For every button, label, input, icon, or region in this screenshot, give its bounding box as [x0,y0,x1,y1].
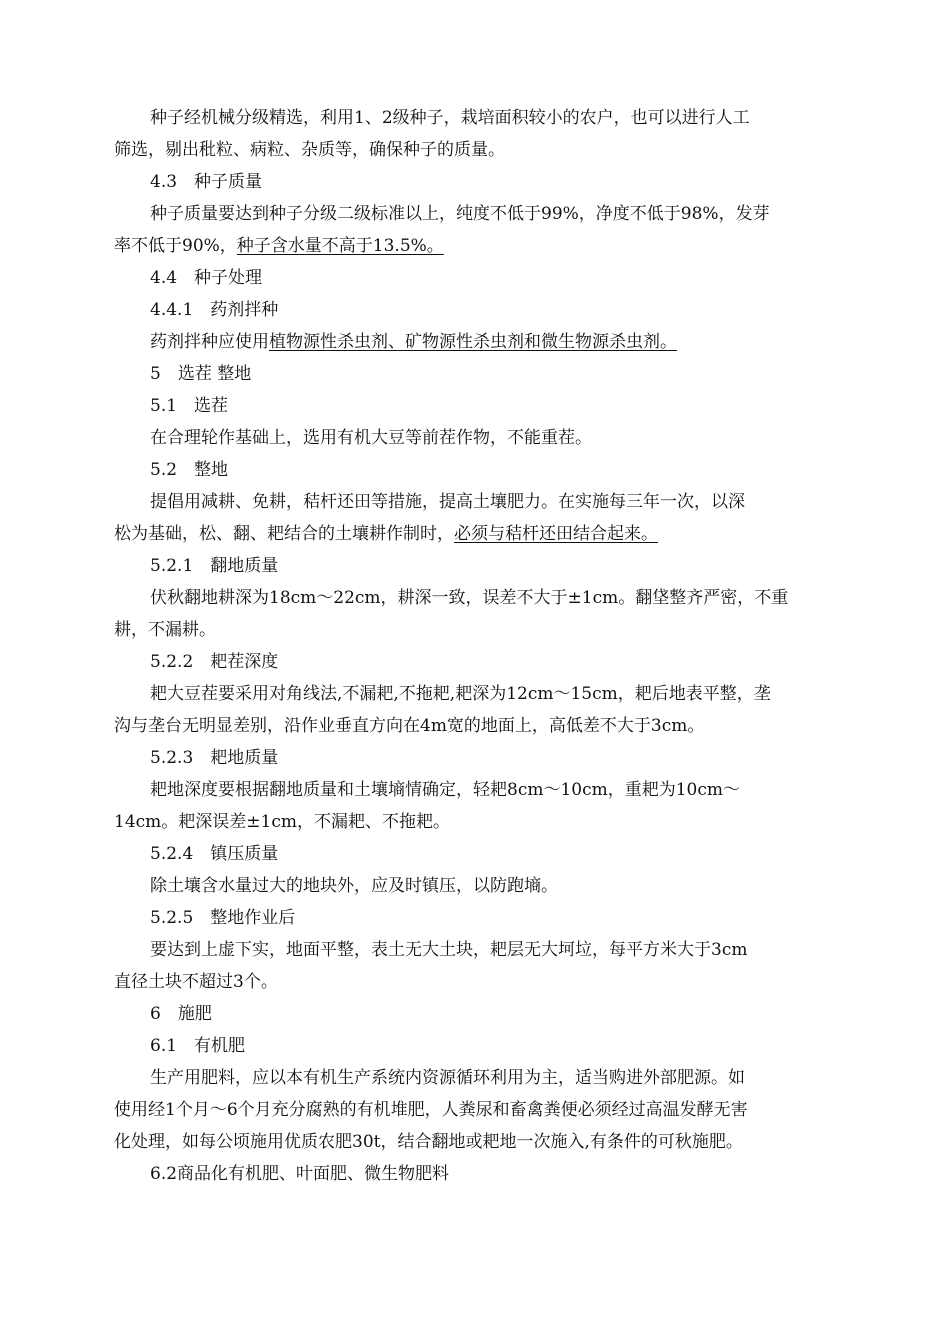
section-heading-5-2-2: 5.2.2 耙茬深度 [150,652,279,672]
document-body [114,102,839,1190]
paragraph-line: 除土壤含水量过大的地块外，应及时镇压，以防跑墒。 [150,876,558,896]
paragraph-line: 提倡用减耕、免耕，秸杆还田等措施，提高土壤肥力。在实施每三年一次，以深 [150,492,745,512]
section-heading-6-1: 6.1 有机肥 [150,1036,246,1056]
paragraph-line: 筛选，剔出秕粒、病粒、杂质等，确保种子的质量。 [114,140,505,160]
plain-text: 松为基础，松、翻、耙结合的土壤耕作制时， [114,524,454,544]
section-heading-6: 6 施肥 [150,1004,212,1024]
section-heading-4-4: 4.4 种子处理 [150,268,263,288]
paragraph-line: 沟与垄台无明显差别，沿作业垂直方向在4m宽的地面上，高低差不大于3cm。 [114,716,705,736]
section-heading-5-2: 5.2 整地 [150,460,229,480]
paragraph-line [114,326,839,358]
paragraph-line: 伏秋翻地耕深为18cm～22cm，耕深一致，误差不大于±1cm。翻垡整齐严密，不重 [150,588,789,608]
section-heading-4-3: 4.3 种子质量 [150,172,263,192]
paragraph-line: 耕，不漏耕。 [114,620,216,640]
section-heading-4-4-1: 4.4.1 药剂拌种 [150,300,279,320]
section-heading-5-1: 5.1 选茬 [150,396,229,416]
paragraph-line [114,518,839,550]
paragraph-line: 化处理，如每公顷施用优质农肥30t，结合翻地或耙地一次施入,有条件的可秋施肥。 [114,1132,743,1152]
paragraph-line: 耙地深度要根据翻地质量和土壤墒情确定，轻耙8cm～10cm，重耙为10cm～ [150,780,741,800]
paragraph-line: 在合理轮作基础上，选用有机大豆等前茬作物，不能重茬。 [150,428,592,448]
paragraph-line: 14cm。耙深误差±1cm，不漏耙、不拖耙。 [114,812,450,832]
section-heading-5: 5 选茬 整地 [150,364,252,384]
underlined-text: 必须与秸杆还田结合起来。 [454,524,658,544]
paragraph-line: 直径土块不超过3个。 [114,972,278,992]
paragraph-line: 耙大豆茬要采用对角线法,不漏耙,不拖耙,耙深为12cm～15cm，耙后地表平整，垄 [150,684,771,704]
section-heading-5-2-3: 5.2.3 耙地质量 [150,748,279,768]
paragraph-line: 种子质量要达到种子分级二级标准以上，纯度不低于99%，净度不低于98%，发芽 [150,204,770,224]
paragraph-line: 生产用肥料，应以本有机生产系统内资源循环利用为主，适当购进外部肥源。如 [150,1068,745,1088]
section-heading-5-2-1: 5.2.1 翻地质量 [150,556,279,576]
underlined-text: 种子含水量不高于13.5%。 [236,236,444,256]
section-heading-5-2-4: 5.2.4 镇压质量 [150,844,279,864]
paragraph-line: 要达到上虚下实，地面平整，表土无大土块，耙层无大坷垃，每平方米大于3cm [150,940,748,960]
section-heading-6-2: 6.2商品化有机肥、叶面肥、微生物肥料 [150,1164,450,1184]
paragraph-line: 使用经1个月～6个月充分腐熟的有机堆肥，人粪尿和畜禽粪便必须经过高温发酵无害 [114,1100,748,1120]
underlined-text: 植物源性杀虫剂、矿物源性杀虫剂和微生物源杀虫剂。 [269,332,677,352]
section-heading-5-2-5: 5.2.5 整地作业后 [150,908,296,928]
plain-text: 药剂拌种应使用 [150,332,269,352]
plain-text: 率不低于90%， [114,236,237,256]
paragraph-line [114,230,839,262]
paragraph-line: 种子经机械分级精选，利用1、2级种子，栽培面积较小的农户，也可以进行人工 [150,108,750,128]
